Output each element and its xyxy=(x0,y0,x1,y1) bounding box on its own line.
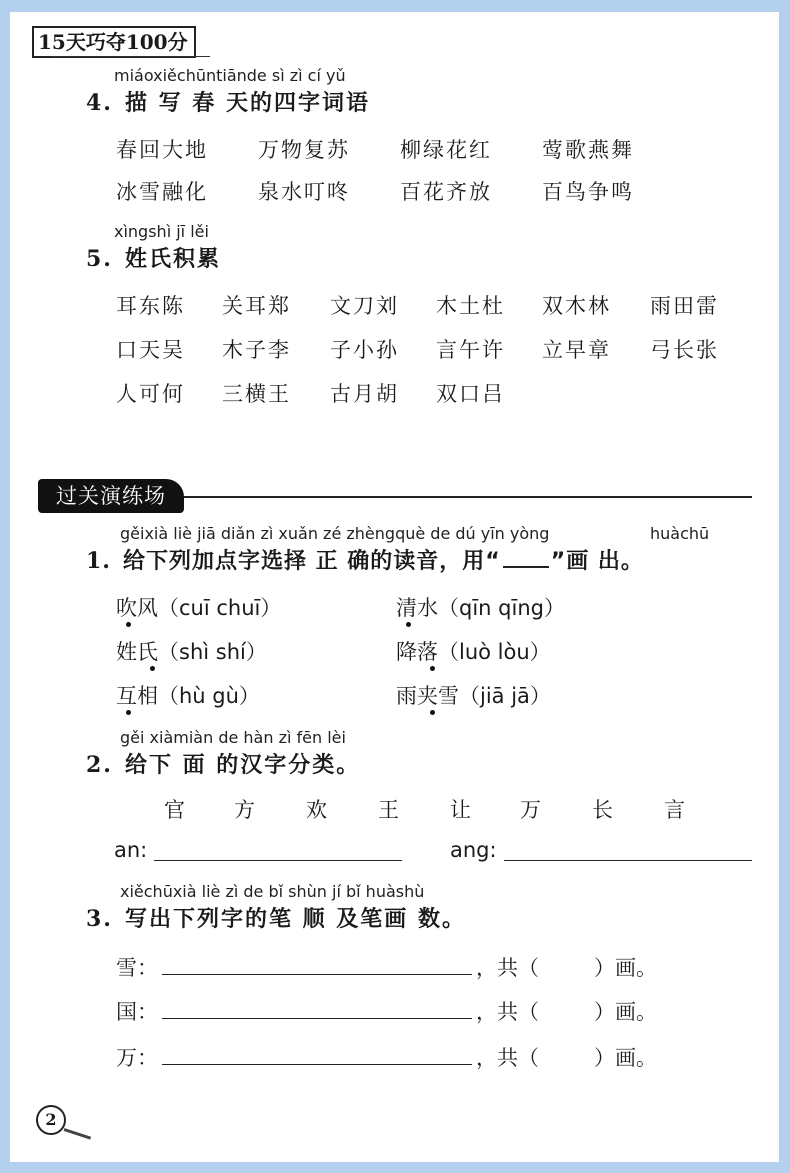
underline-sample xyxy=(503,546,549,568)
choice-item xyxy=(396,680,551,710)
q4-number: 4. xyxy=(86,90,113,116)
stroke-row xyxy=(116,996,158,1026)
q5-word: 弓长张 xyxy=(650,338,719,362)
ex2-heading xyxy=(86,748,360,779)
stroke-row xyxy=(116,952,158,982)
ex2-number: 2. xyxy=(86,752,113,778)
q5-word: 木子李 xyxy=(222,338,291,362)
q5-word: 人可何 xyxy=(116,382,185,406)
q4-pinyin: miáoxiěchūntiānde sì zì cí yǔ xyxy=(114,66,346,85)
stroke-count-b: ）画。 xyxy=(594,1000,657,1024)
stroke-count-a: ，共（ xyxy=(476,1000,539,1024)
choice-options: （qīn qīng） xyxy=(438,596,565,620)
stroke-char: 雪： xyxy=(116,956,158,980)
q5-word: 古月胡 xyxy=(330,382,399,406)
q4-word: 万物复苏 xyxy=(258,138,350,162)
ex2-pinyin: gěi xiàmiàn de hàn zì fēn lèi xyxy=(120,728,346,747)
classify-char: 方 xyxy=(234,798,255,822)
page-number: 2 xyxy=(36,1105,66,1135)
classify-char: 官 xyxy=(164,798,185,822)
classify-char: 万 xyxy=(520,798,541,822)
q4-title: 描 写 春 天的四字词语 xyxy=(124,91,370,116)
emphasis-dot xyxy=(150,666,155,671)
q5-title: 姓氏积累 xyxy=(124,247,221,272)
choice-word: 降落 xyxy=(396,640,438,664)
q4-word: 百花齐放 xyxy=(400,180,492,204)
q4-word: 百鸟争鸣 xyxy=(542,180,634,204)
choice-item xyxy=(396,636,551,666)
q5-word: 木土杜 xyxy=(436,294,505,318)
ang-answer-line[interactable] xyxy=(504,860,752,861)
section-divider xyxy=(184,496,752,498)
q5-word: 文刀刘 xyxy=(330,294,399,318)
stroke-count-b: ）画。 xyxy=(594,1046,657,1070)
stroke-order-line[interactable] xyxy=(162,1064,472,1065)
an-answer-line[interactable] xyxy=(154,860,402,861)
q5-pinyin: xìngshì jī lěi xyxy=(114,222,209,241)
header-underline xyxy=(50,56,210,57)
stroke-char: 万： xyxy=(116,1046,158,1070)
ex3-number: 3. xyxy=(86,906,113,932)
q4-heading xyxy=(86,86,370,117)
q5-word: 耳东陈 xyxy=(116,294,185,318)
section-title-badge: 过关演练场 xyxy=(38,479,184,513)
stroke-row xyxy=(116,1042,158,1072)
q4-word: 泉水叮咚 xyxy=(258,180,350,204)
classify-char: 让 xyxy=(450,798,471,822)
choice-word: 互相 xyxy=(116,684,158,708)
emphasis-dot xyxy=(126,710,131,715)
q4-word: 冰雪融化 xyxy=(116,180,208,204)
stroke-order-line[interactable] xyxy=(162,974,472,975)
choice-word: 姓氏 xyxy=(116,640,158,664)
choice-word: 清水 xyxy=(396,596,438,620)
q5-word: 三横王 xyxy=(222,382,291,406)
choice-item xyxy=(116,592,281,622)
ang-label: ang: xyxy=(450,838,497,862)
q4-word: 春回大地 xyxy=(116,138,208,162)
ex1-pinyin-right: huàchū xyxy=(650,524,710,543)
choice-options: （hù gù） xyxy=(158,684,260,708)
classify-char: 王 xyxy=(378,798,399,822)
q5-word: 关耳郑 xyxy=(222,294,291,318)
choice-options: （cuī chuī） xyxy=(158,596,282,620)
classify-char: 长 xyxy=(592,798,613,822)
ex1-title-b: ”画 出。 xyxy=(550,549,644,574)
q5-word: 子小孙 xyxy=(330,338,399,362)
choice-item xyxy=(396,592,565,622)
choice-options: （shì shí） xyxy=(158,640,267,664)
q5-word: 言午许 xyxy=(436,338,505,362)
emphasis-dot xyxy=(406,622,411,627)
ex3-title: 写出下列字的笔 顺 及笔画 数。 xyxy=(124,907,466,932)
worksheet-page xyxy=(10,12,779,1162)
q5-number: 5. xyxy=(86,246,113,272)
choice-options: （luò lòu） xyxy=(438,640,551,664)
ex1-heading xyxy=(86,544,644,575)
ex2-title: 给下 面 的汉字分类。 xyxy=(124,753,361,778)
stroke-order-line[interactable] xyxy=(162,1018,472,1019)
emphasis-dot xyxy=(126,622,131,627)
choice-item xyxy=(116,680,260,710)
choice-word: 吹风 xyxy=(116,596,158,620)
q4-word: 莺歌燕舞 xyxy=(542,138,634,162)
ex3-heading xyxy=(86,902,466,933)
ex1-title-a: 给下列加点字选择 正 确的读音，用“ xyxy=(122,549,501,574)
q5-heading xyxy=(86,242,221,273)
stroke-count-b: ）画。 xyxy=(594,956,657,980)
q5-word: 口天吴 xyxy=(116,338,185,362)
an-label: an: xyxy=(114,838,148,862)
q5-word: 雨田雷 xyxy=(650,294,719,318)
ex1-pinyin: gěixià liè jiā diǎn zì xuǎn zé zhèngquè de dú yīn yòng xyxy=(120,524,550,543)
ex1-number: 1. xyxy=(86,548,111,574)
choice-item xyxy=(116,636,267,666)
stroke-count-a: ，共（ xyxy=(476,1046,539,1070)
q5-word: 立早章 xyxy=(542,338,611,362)
classify-char: 欢 xyxy=(306,798,327,822)
q5-word: 双木林 xyxy=(542,294,611,318)
magnifier-handle-icon xyxy=(64,1128,92,1140)
ex3-pinyin: xiěchūxià liè zì de bǐ shùn jí bǐ huàshù xyxy=(120,882,425,901)
book-title: 15天巧夺100分 xyxy=(32,26,196,58)
stroke-char: 国： xyxy=(116,1000,158,1024)
emphasis-dot xyxy=(430,666,435,671)
q5-word: 双口吕 xyxy=(436,382,505,406)
choice-options: （jiā jā） xyxy=(459,684,551,708)
choice-word: 雨夹雪 xyxy=(396,684,459,708)
stroke-count-a: ，共（ xyxy=(476,956,539,980)
classify-char: 言 xyxy=(664,798,685,822)
emphasis-dot xyxy=(430,710,435,715)
q4-word: 柳绿花红 xyxy=(400,138,492,162)
